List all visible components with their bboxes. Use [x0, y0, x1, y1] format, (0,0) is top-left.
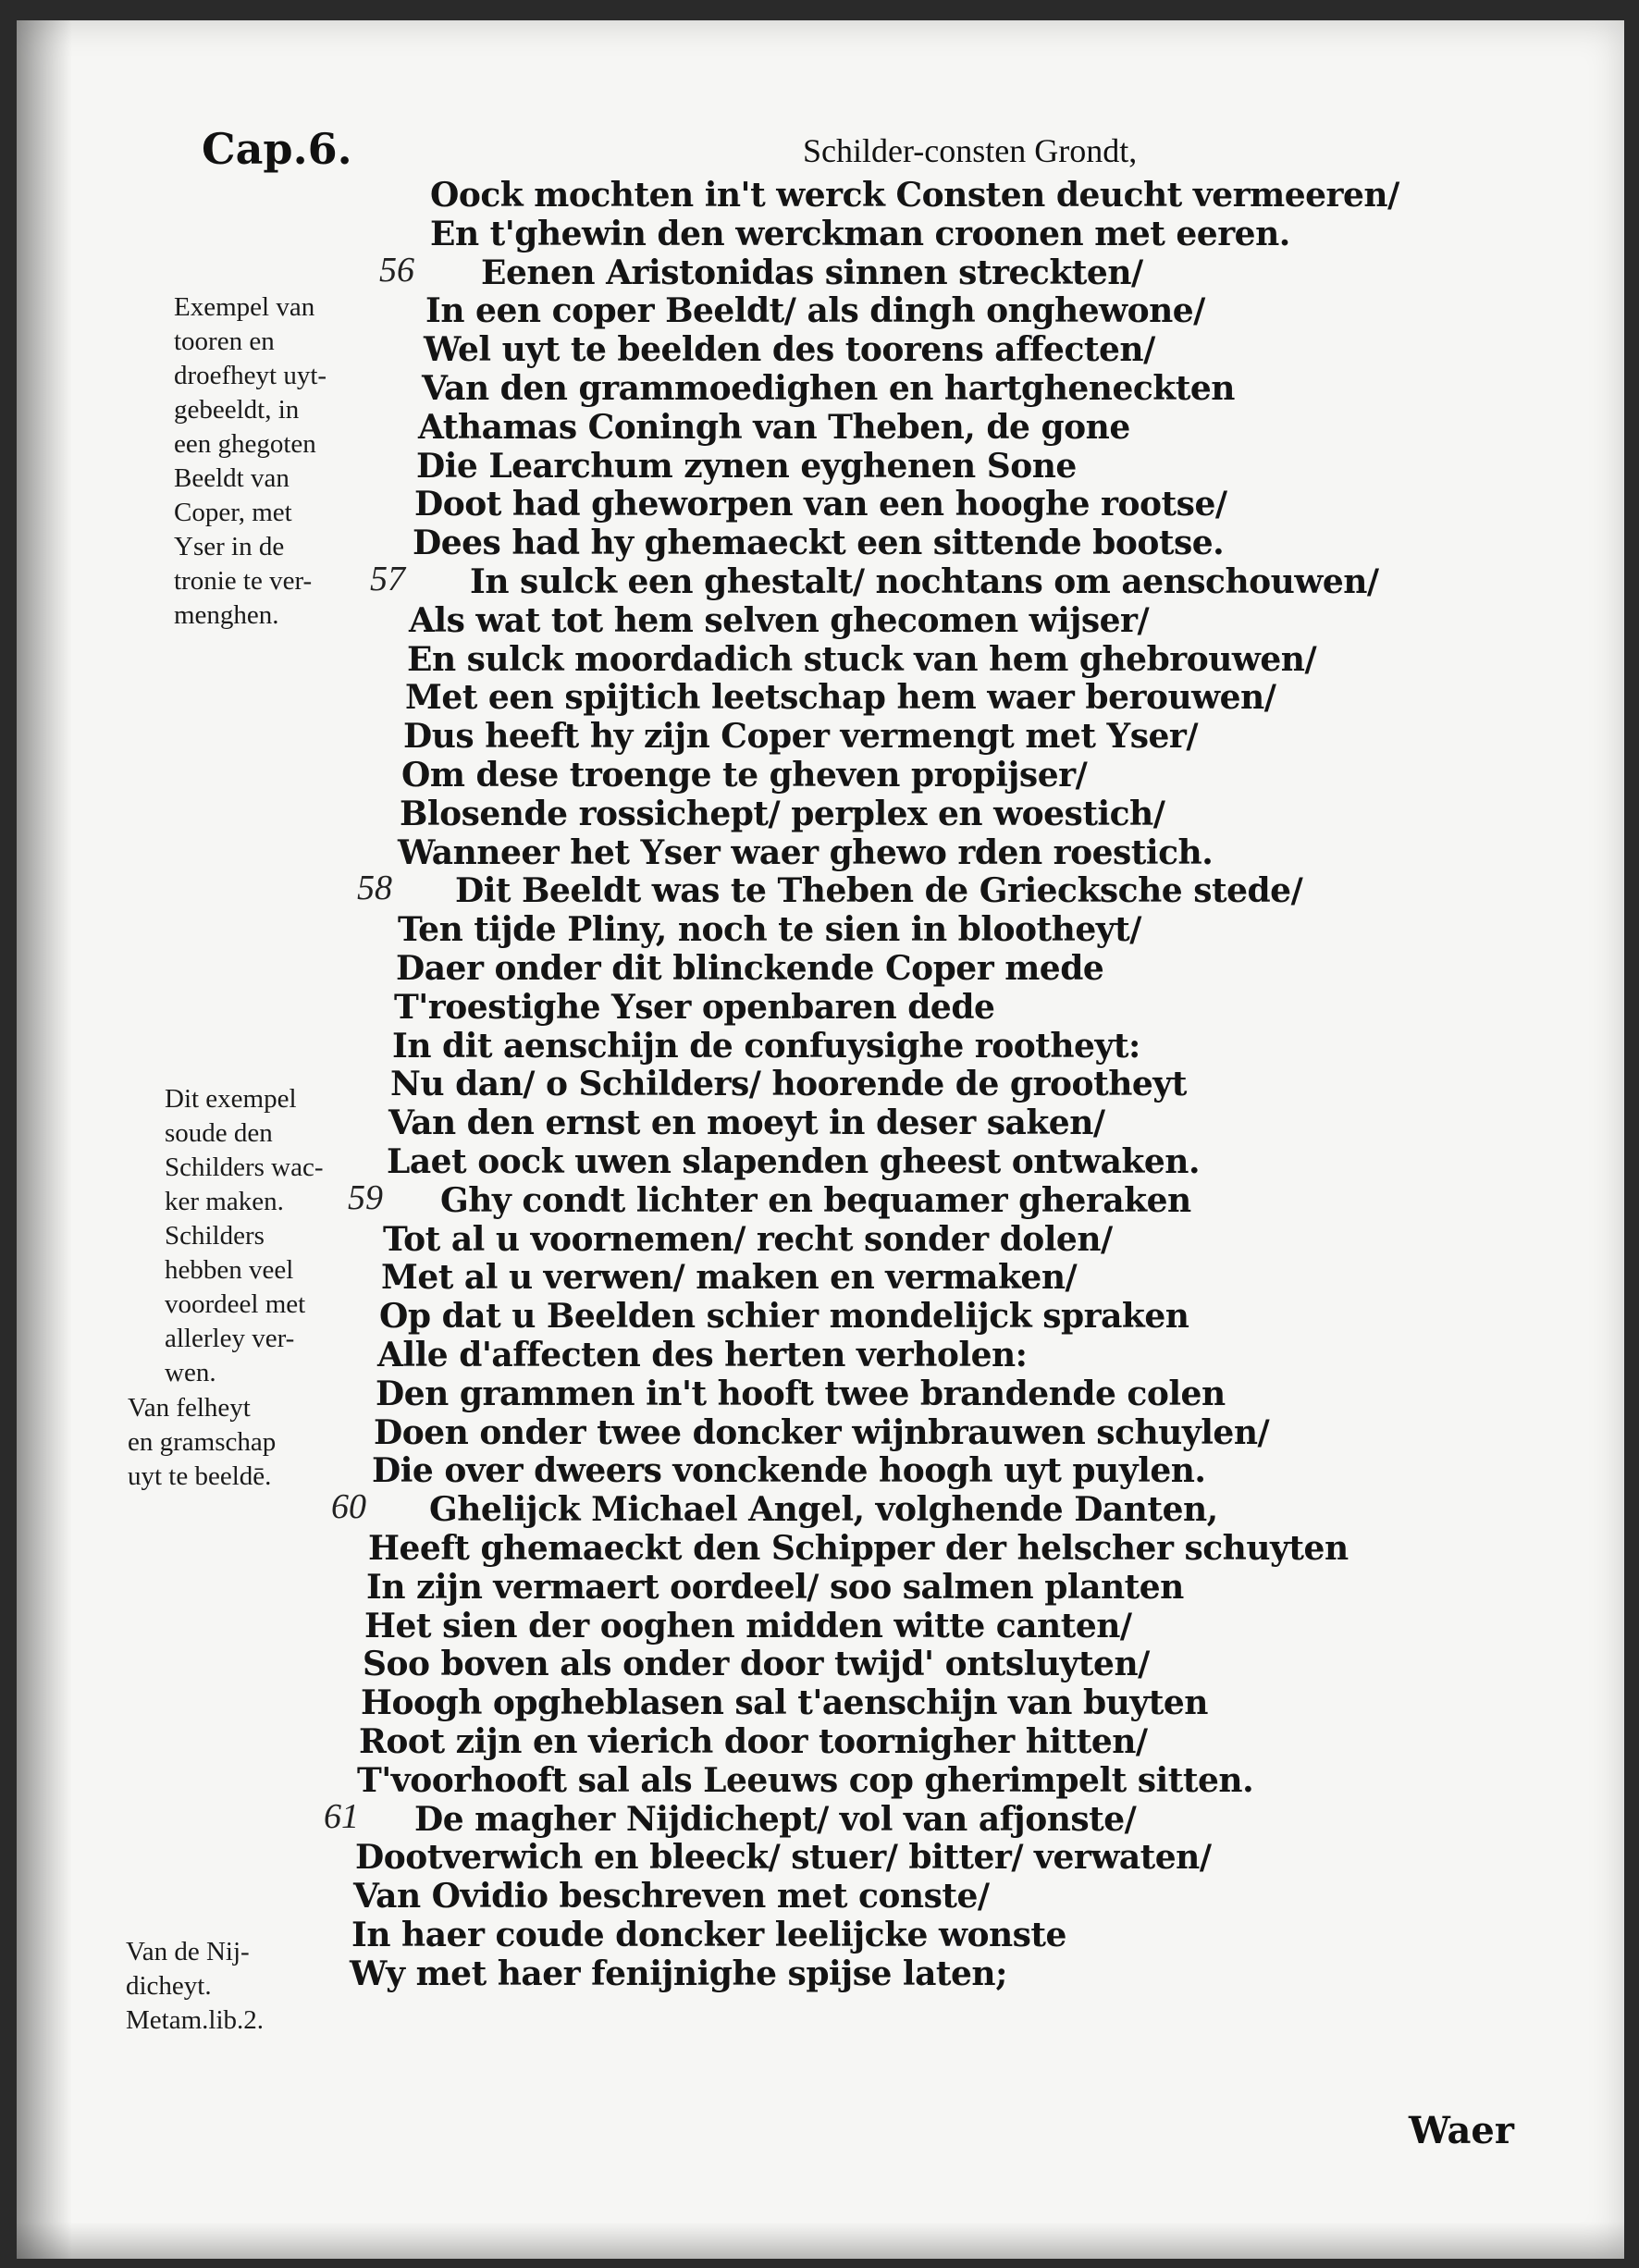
verse-line: Als wat tot hem selven ghecomen wijser/ — [409, 600, 1150, 640]
verse-line: Dootverwich en bleeck/ stuer/ bitter/ verwaten/ — [355, 1838, 1212, 1878]
verse-line: Doot had gheworpen van een hooghe rootse/ — [414, 485, 1227, 524]
verse-line: Met al u verwen/ maken en vermaken/ — [381, 1258, 1078, 1298]
catchword: Waer — [1409, 2109, 1514, 2152]
margin-note-line: Van de Nij- — [126, 1937, 250, 1966]
verse-line: T'voorhooft sal als Leeuws cop gherimpelt sitten. — [357, 1760, 1254, 1800]
margin-note-exempel-tooren — [174, 290, 327, 633]
verse-line: Het sien der ooghen midden witte canten/ — [364, 1606, 1132, 1646]
stanza-number: 60 — [331, 1487, 366, 1527]
margin-note-line: dicheyt. — [126, 1971, 212, 2001]
book-page — [17, 20, 1624, 2259]
margin-note-line: Schilders — [165, 1221, 265, 1251]
verse-line: In zijn vermaert oordeel/ soo salmen planten — [366, 1567, 1184, 1607]
verse-line: Heeft ghemaeckt den Schipper der helscher schuyten — [368, 1529, 1349, 1568]
stanza-number: 59 — [348, 1177, 383, 1217]
page-edge-shadow — [17, 2222, 1624, 2259]
stanza-number: 58 — [357, 869, 392, 908]
verse-line: Wel uyt te beelden des toorens affecten/ — [424, 330, 1155, 370]
margin-note-line: Dit exempel — [165, 1084, 297, 1114]
margin-note-felheyt-gramschap — [128, 1391, 276, 1494]
verse-line: Van Ovidio beschreven met conste/ — [353, 1877, 990, 1917]
margin-note-line: tooren en — [174, 327, 275, 356]
verse-line: Om dese troenge te gheven propijser/ — [401, 756, 1088, 795]
margin-note-line: ker maken. — [165, 1187, 284, 1216]
verse-line: Van den grammoedighen en hartgheneckten — [422, 369, 1235, 408]
margin-note-line: Van felheyt — [128, 1393, 251, 1423]
stanza-number: 57 — [370, 560, 405, 598]
binding-shadow — [17, 20, 72, 2259]
verse-line: In dit aenschijn de confuysighe rootheyt: — [392, 1026, 1140, 1066]
verse-line: Op dat u Beelden schier mondelijck spraken — [379, 1297, 1189, 1337]
verse-line: Root zijn en vierich door toornigher hitten/ — [359, 1722, 1148, 1761]
verse-line: Daer onder dit blinckende Coper mede — [396, 949, 1104, 988]
margin-note-line: Exempel van — [174, 292, 315, 322]
margin-note-line: Beeldt van — [174, 463, 290, 493]
margin-note-line: Metam.lib.2. — [126, 2005, 265, 2035]
verse-line: De magher Nijdichept/ vol van afjonste/ — [414, 1799, 1137, 1839]
margin-note-line: gebeeldt, in — [174, 395, 300, 425]
margin-note-line: soude den — [165, 1118, 273, 1148]
verse-line: Ten tijde Pliny, noch te sien in blootheyt/ — [398, 910, 1141, 950]
margin-note-schilders-wacker — [165, 1082, 324, 1219]
verse-line: Wy met haer fenijnighe spijse laten; — [350, 1954, 1007, 1993]
verse-line: Doen onder twee doncker wijnbrauwen schuylen/ — [374, 1412, 1270, 1452]
verse-line: Ghy condt lichter en bequamer gheraken — [440, 1180, 1191, 1220]
margin-note-line: en gramschap — [128, 1427, 277, 1457]
margin-note-line: menghen. — [174, 600, 279, 630]
verse-line: Nu dan/ o Schilders/ hoorende de grootheyt — [390, 1065, 1187, 1104]
verse-line: Eenen Aristonidas sinnen streckten/ — [481, 253, 1143, 292]
margin-note-line: Yser in de — [174, 532, 285, 561]
verse-line: Dit Beeldt was te Theben de Griecksche stede/ — [455, 871, 1303, 911]
verse-line: Die Learchum zynen eyghenen Sone — [416, 446, 1077, 486]
running-title: Schilder-consten Grondt, — [803, 132, 1138, 169]
stanza-number: 56 — [379, 250, 414, 290]
verse-line: In een coper Beeldt/ als dingh onghewone/ — [425, 291, 1205, 331]
verse-line: Blosende rossichept/ perplex en woestich/ — [400, 794, 1165, 833]
verse-line: Dees had hy ghemaeckt een sittende bootse. — [413, 524, 1225, 563]
margin-note-line: voordeel met — [165, 1289, 306, 1319]
verse-line: Wanneer het Yser waer ghewo rden roestich. — [398, 832, 1214, 872]
verse-line: Alle d'affecten des herten verholen: — [377, 1336, 1028, 1374]
verse-line: Oock mochten in't werck Consten deucht vermeeren/ — [430, 176, 1399, 215]
verse-line: In haer coude doncker leelijcke wonste — [351, 1916, 1066, 1954]
margin-note-line: Schilders wac- — [165, 1152, 324, 1182]
verse-line: Hoogh opgheblasen sal t'aenschijn van buyten — [361, 1683, 1208, 1723]
verse-line: Die over dweers vonckende hoogh uyt puylen. — [372, 1451, 1206, 1491]
verse-line: Van den ernst en moeyt in deser saken/ — [388, 1103, 1105, 1143]
margin-note-line: Coper, met — [174, 498, 292, 527]
margin-note-nijdicheyt — [126, 1935, 264, 2038]
margin-note-line: allerley ver- — [165, 1324, 295, 1353]
verse-line: Met een spijtich leetschap hem waer berouwen/ — [405, 678, 1276, 718]
verse-line: T'roestighe Yser openbaren dede — [394, 987, 995, 1027]
stanza-number: 61 — [324, 1796, 359, 1836]
verse-line: Laet oock uwen slapenden gheest ontwaken. — [387, 1142, 1200, 1181]
margin-note-line: hebben veel — [165, 1255, 294, 1285]
verse-line: Soo boven als onder door twijd' ontsluyten/ — [363, 1645, 1150, 1684]
verse-line: In sulck een ghestalt/ nochtans om aenschouwen/ — [470, 562, 1379, 601]
chapter-heading: Cap.6. — [202, 124, 352, 174]
verse-line: Tot al u voornemen/ recht sonder dolen/ — [383, 1219, 1113, 1259]
margin-note-line: tronie te ver- — [174, 566, 313, 596]
margin-note-line: een ghegoten — [174, 429, 316, 459]
verse-line: Athamas Coningh van Theben, de gone — [418, 407, 1130, 447]
margin-note-voordeel-verwen — [165, 1219, 305, 1390]
verse-line: Den grammen in't hooft twee brandende colen — [376, 1374, 1226, 1413]
margin-note-line: wen. — [165, 1358, 216, 1387]
verse-line: En sulck moordadich stuck van hem ghebrouwen/ — [407, 639, 1317, 679]
verse-line: Dus heeft hy zijn Coper vermengt met Yser/ — [403, 717, 1198, 757]
verse-line: En t'ghewin den werckman croonen met eeren. — [430, 214, 1290, 253]
margin-note-line: droefheyt uyt- — [174, 361, 327, 390]
margin-note-line: uyt te beeldē. — [128, 1461, 272, 1491]
verse-line: Ghelijck Michael Angel, volghende Danten, — [429, 1490, 1218, 1530]
